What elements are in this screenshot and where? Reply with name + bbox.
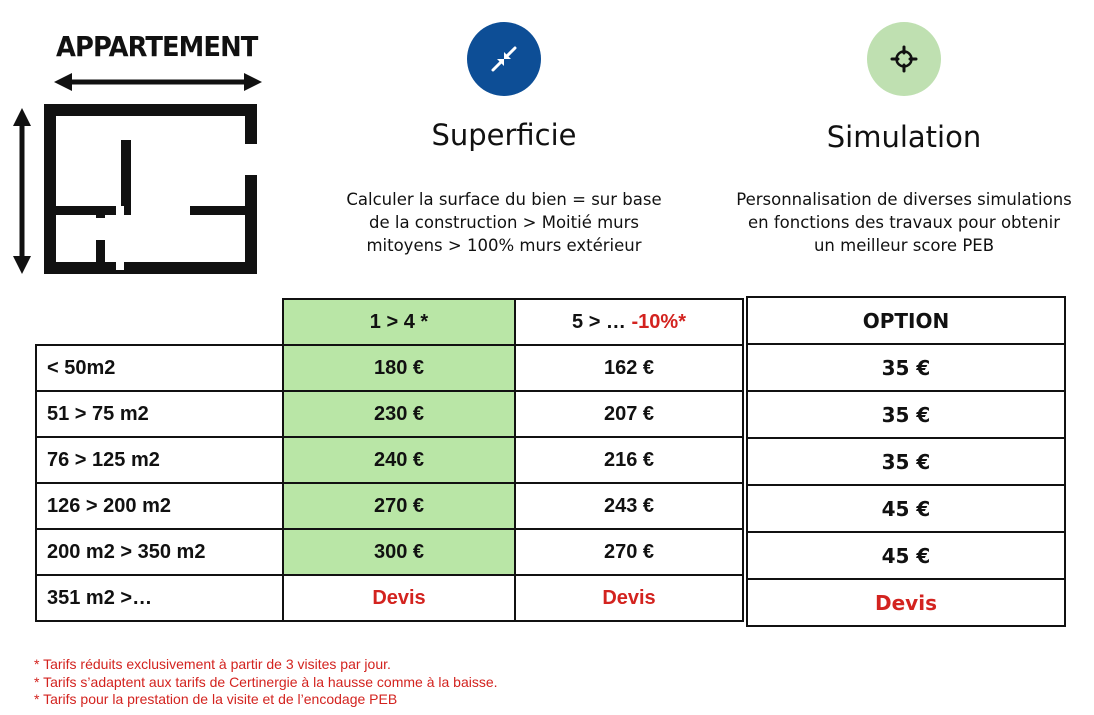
price-5plus: 162 € (515, 345, 743, 391)
surface-label: < 50m2 (36, 345, 283, 391)
option-quote: Devis (747, 579, 1065, 626)
footnotes (34, 656, 634, 709)
crosshair-icon (889, 44, 919, 74)
apartment-logo (10, 30, 270, 280)
price-1-4: 300 € (283, 529, 515, 575)
floor-plan-icon (10, 30, 270, 280)
compress-arrows-icon (489, 44, 519, 74)
table-row (36, 575, 743, 621)
table-row (747, 532, 1065, 579)
pricing-header-5plus-text: 5 > … (572, 310, 632, 333)
option-price: 35 € (747, 391, 1065, 438)
pricing-header-1-4: 1 > 4 * (283, 299, 515, 345)
table-row (36, 483, 743, 529)
table-row (36, 437, 743, 483)
discount-label: -10%* (631, 310, 686, 333)
table-row (747, 344, 1065, 391)
option-table (746, 296, 1066, 627)
table-row (747, 485, 1065, 532)
surface-label: 51 > 75 m2 (36, 391, 283, 437)
pricing-header-row (36, 299, 743, 345)
footnote: * Tarifs s’adaptent aux tarifs de Certinergie à la hausse comme à la baisse. (34, 673, 498, 690)
quote-1-4: Devis (283, 575, 515, 621)
simulation-section (736, 22, 1072, 257)
option-price: 45 € (747, 485, 1065, 532)
table-row (747, 579, 1065, 626)
option-price: 35 € (747, 438, 1065, 485)
surface-label: 351 m2 >… (36, 575, 283, 621)
price-5plus: 270 € (515, 529, 743, 575)
option-header-row (747, 297, 1065, 344)
price-5plus: 243 € (515, 483, 743, 529)
option-price: 45 € (747, 532, 1065, 579)
table-row (36, 529, 743, 575)
price-1-4: 180 € (283, 345, 515, 391)
pricing-header-empty (36, 299, 283, 345)
pricing-header-5plus (515, 299, 743, 345)
superficie-icon-circle (467, 22, 541, 96)
quote-5plus: Devis (515, 575, 743, 621)
price-1-4: 240 € (283, 437, 515, 483)
table-row (36, 345, 743, 391)
surface-label: 200 m2 > 350 m2 (36, 529, 283, 575)
footnote: * Tarifs réduits exclusivement à partir de 3 visites par jour. (34, 656, 391, 672)
option-header: OPTION (747, 297, 1065, 344)
price-5plus: 216 € (515, 437, 743, 483)
superficie-title: Superficie (431, 118, 577, 152)
price-1-4: 230 € (283, 391, 515, 437)
price-1-4: 270 € (283, 483, 515, 529)
surface-label: 126 > 200 m2 (36, 483, 283, 529)
simulation-icon-circle (867, 22, 941, 96)
surface-label: 76 > 125 m2 (36, 437, 283, 483)
option-price: 35 € (747, 344, 1065, 391)
superficie-description: Calculer la surface du bien = sur base de la construction > Moitié murs mitoyens > 100% murs extérieur (346, 190, 662, 255)
table-row (747, 438, 1065, 485)
footnote: * Tarifs pour la prestation de la visite et de l’encodage PEB (34, 691, 398, 707)
logo-title: APPARTEMENT (56, 30, 258, 63)
price-5plus: 207 € (515, 391, 743, 437)
table-row (747, 391, 1065, 438)
simulation-description: Personnalisation de diverses simulations en fonctions des travaux pour obtenir un meilleur score PEB (736, 190, 1072, 255)
pricing-table (35, 298, 744, 622)
simulation-title: Simulation (826, 120, 982, 154)
superficie-section (338, 22, 670, 257)
table-row (36, 391, 743, 437)
